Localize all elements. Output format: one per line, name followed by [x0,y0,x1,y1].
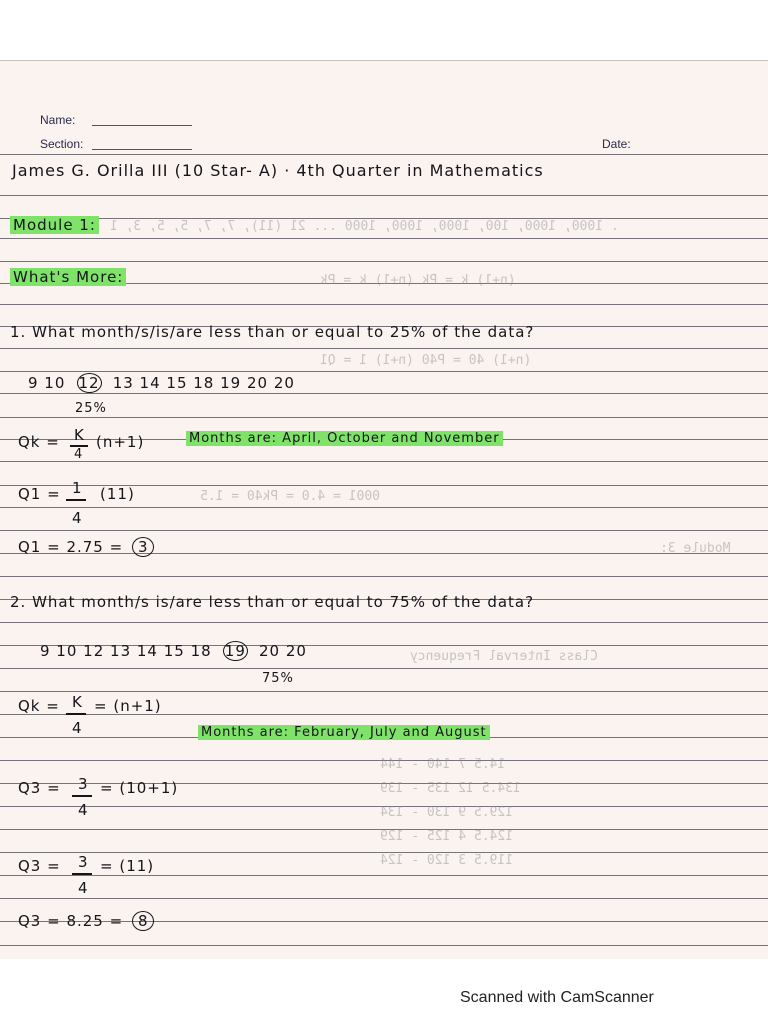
q2-data-before: 9 10 12 13 14 15 18 [40,642,212,660]
q2-data-after: 20 20 [258,642,307,660]
title-line: James G. Orilla III (10 Star- A) · 4th Quarter in Mathematics [12,161,544,180]
name-label: Name: [40,113,76,127]
q3-calc-a-denominator: 4 [78,801,88,819]
ruled-line [0,875,768,876]
q2-formula-denominator: 4 [72,719,82,737]
q3-result [18,911,154,931]
q1-formula-rest: (n+1) [96,433,145,451]
ruled-line [0,348,768,349]
ruled-line [0,530,768,531]
ruled-line [0,898,768,899]
bleed-through-text: (n+1) 40 = P40 (n+1) 1 = Q1 [320,353,532,368]
q2-circled-value: 19 [224,642,246,660]
q2-percent-label: 75% [262,671,294,686]
ruled-line [0,154,768,155]
notebook-page [0,60,768,959]
q1-data-after: 13 14 15 18 19 20 20 [112,374,295,392]
q1-data-set [28,373,295,393]
bleed-through-text: Module 3: [660,541,731,556]
bleed-through-text: Class Interval Frequency [410,649,598,664]
q1-calc-lhs: Q1 = [18,485,61,503]
q2-formula-lhs: Qk = [18,697,60,715]
ruled-line [0,461,768,462]
q1-circled-value: 12 [78,374,100,392]
fraction-bar [66,713,86,715]
whats-more-label: What's More: [10,268,126,286]
question-1: 1. What month/s/is/are less than or equal to 25% of the data? [10,323,535,341]
q3-calc-b-rest: = (11) [100,857,155,875]
ruled-line [0,576,768,577]
section-blank [92,149,192,150]
camscanner-watermark: Scanned with CamScanner [460,989,654,1006]
ruled-line [0,261,768,262]
bleed-through-text: (n+1) k = Pk (n+1) k = Pk [320,273,516,288]
ruled-line [0,304,768,305]
q2-data-set [40,641,307,661]
ruled-line [0,371,768,372]
ruled-line [0,507,768,508]
ruled-line [0,668,768,669]
q3-calc-a-lhs: Q3 = [18,779,61,797]
q1-result [18,537,154,557]
q1-result-circled: 3 [132,537,154,557]
q1-percent-label: 25% [75,401,107,416]
q3-calc-a-numerator: 3 [78,775,88,793]
fraction-bar [72,873,92,875]
ruled-line [0,945,768,946]
ruled-line [0,622,768,623]
ruled-line [0,691,768,692]
date-label: Date: [602,137,631,151]
ruled-line [0,195,768,196]
bleed-through-text: 0001 = 4.0 = Pk40 = 1.5 [200,489,381,504]
bleed-through-text: 14.5 7 140 - 144 [380,757,506,772]
ruled-line [0,417,768,418]
fraction-bar [66,499,86,501]
q1-formula-lhs: Qk = [18,433,60,451]
q1-formula-denominator: 4 [74,447,83,462]
name-blank [92,125,192,126]
q1-calc-denominator: 4 [72,509,82,527]
q3-calc-b-denominator: 4 [78,879,88,897]
q3-result-circled: 8 [132,911,154,931]
q3-calc-b-lhs: Q3 = [18,857,61,875]
q3-calc-b-numerator: 3 [78,853,88,871]
question-2: 2. What month/s is/are less than or equal to 75% of the data? [10,593,535,611]
q1-calc-numerator: 1 [72,479,82,497]
bleed-through-text: 129.5 9 130 - 134 [380,805,514,820]
q3-result-text: Q3 = 8.25 = [18,912,124,930]
q1-data-before: 9 10 [28,374,66,392]
bleed-through-text: 119.5 3 120 - 124 [380,853,514,868]
q3-calc-a-rest: = (10+1) [100,779,179,797]
q2-answer: Months are: February, July and August [198,725,490,740]
fraction-bar [72,795,92,797]
bleed-through-text: 134.5 12 135 - 139 [380,781,521,796]
ruled-line [0,238,768,239]
bleed-through-text: 124.5 4 125 - 129 [380,829,514,844]
q1-calc-rest: (11) [100,485,135,503]
q2-formula-rest: = (n+1) [94,697,162,715]
module-label: Module 1: [10,216,99,234]
bleed-through-text: . 1000, 1000, 100, 1000, 1000, 1000 ... 21 (11), 7, 7, 5, 5, 3, 1 [110,219,619,234]
q1-answer: Months are: April, October and November [186,431,503,446]
q1-formula-numerator: K [74,426,84,444]
ruled-line [0,393,768,394]
section-label: Section: [40,137,84,151]
q2-formula-numerator: K [72,693,82,711]
q1-result-text: Q1 = 2.75 = [18,538,124,556]
